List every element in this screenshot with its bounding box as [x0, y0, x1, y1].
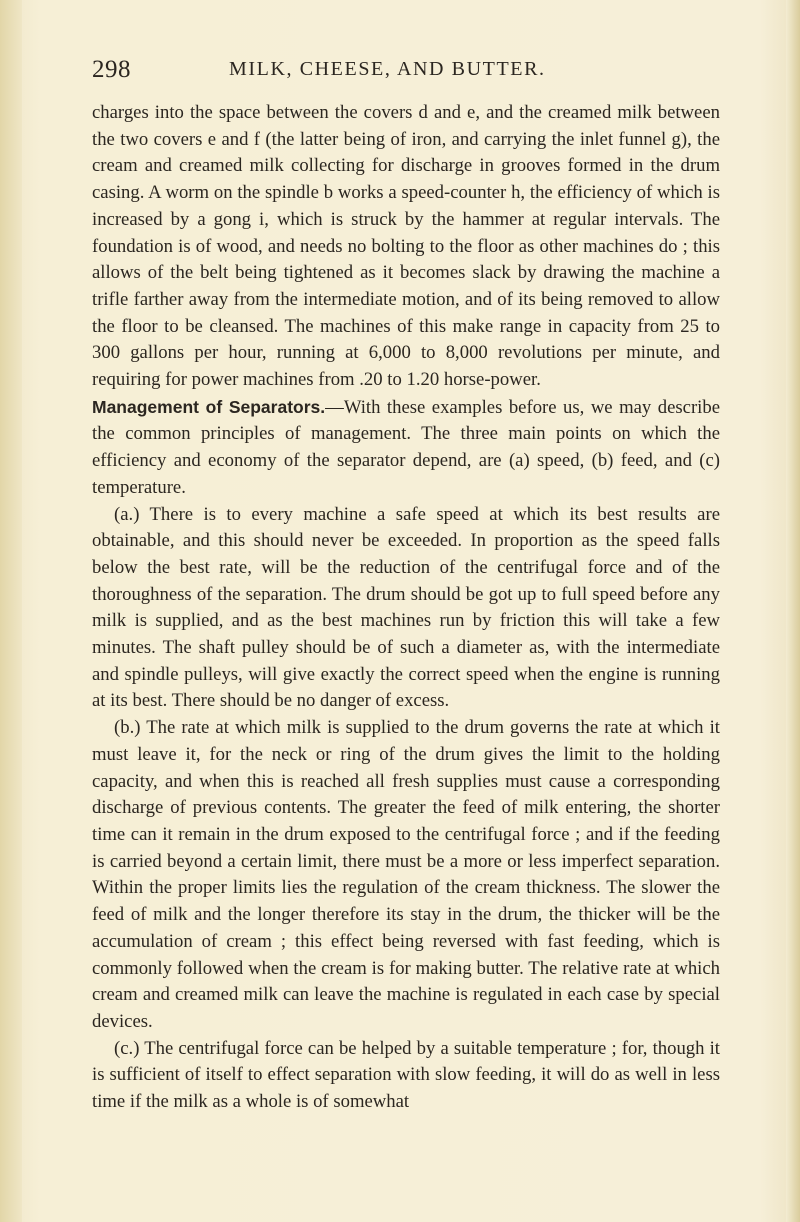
running-head: MILK, CHEESE, AND BUTTER.: [229, 58, 546, 80]
paragraph-speed: (a.) There is to every machine a safe speed at which its best results are obtainable, and this should never be exceeded. In proportion as the speed falls below the best rate, will be the reduction of the centrifugal force and of the thoroughness of the separation. The drum should be got up to full speed before any milk is supplied, and as the best machines run by friction this will take a few minutes. The shaft pulley should be of such a diameter as, with the intermediate and spindle pulleys, will give exactly the correct speed when the engine is running at its best. There should be no danger of excess.: [92, 503, 720, 712]
paragraph-continued: charges into the space between the covers d and e, and the creamed milk between the two covers e and f (the latter being of iron, and carrying the inlet funnel g), the cream and creamed milk collecting for discharge in grooves formed in the drum casing. A worm on the spindle b works a speed-counter h, the efficiency of which is increased by a gong i, which is struck by the hammer at regular intervals. The foundation is of wood, and needs no bolting to the floor as other machines do ; this allows of the belt being tightened as it becomes slack by drawing the machine a trifle farther away from the intermediate motion, and of its being removed to allow the floor to be cleansed. The machines of this make range in capacity from 25 to 300 gallons per hour, running at 6,000 to 8,000 revolutions per minute, and requiring for power machines from .20 to 1.20 horse-power.: [92, 102, 720, 391]
page-edge: [786, 0, 800, 1222]
page-number: 298: [92, 56, 131, 83]
page-header: [92, 56, 712, 86]
page-gutter: [0, 0, 22, 1222]
paragraph-feed: (b.) The rate at which milk is supplied to the drum governs the rate at which it must leave it, for the neck or ring of the drum gives the limit to the holding capacity, and when this is reached all fresh supplies must cause a corresponding discharge of previous contents. The greater the feed of milk entering, the shorter time can it remain in the drum exposed to the centrifugal force ; and if the feeding is carried beyond a certain limit, there must be a more or less imperfect separation. Within the proper limits lies the regulation of the cream thickness. The slower the feed of milk and the longer therefore its stay in the drum, the thicker will be the accumulation of cream ; this effect being reversed with fast feeding, which is commonly followed when the cream is for making butter. The relative rate at which cream and creamed milk can leave the machine is regulated in each case by special devices.: [92, 717, 720, 1032]
section-heading: Management of Separators.: [92, 396, 326, 417]
body-text: [92, 100, 720, 1116]
paragraph-management: [92, 394, 720, 502]
paragraph-temperature: (c.) The centrifugal force can be helped by a suitable temperature ; for, though it is sufficient of itself to effect separation with slow feeding, it will do as well in less time if the milk as a whole is of somewhat: [92, 1037, 720, 1113]
paragraph-management-text: —With these examples before us, we may describe the common principles of management. The three main points on which the efficiency and economy of the separator depend, are (a) speed, (b) feed, and (c) temperature.: [92, 396, 720, 498]
